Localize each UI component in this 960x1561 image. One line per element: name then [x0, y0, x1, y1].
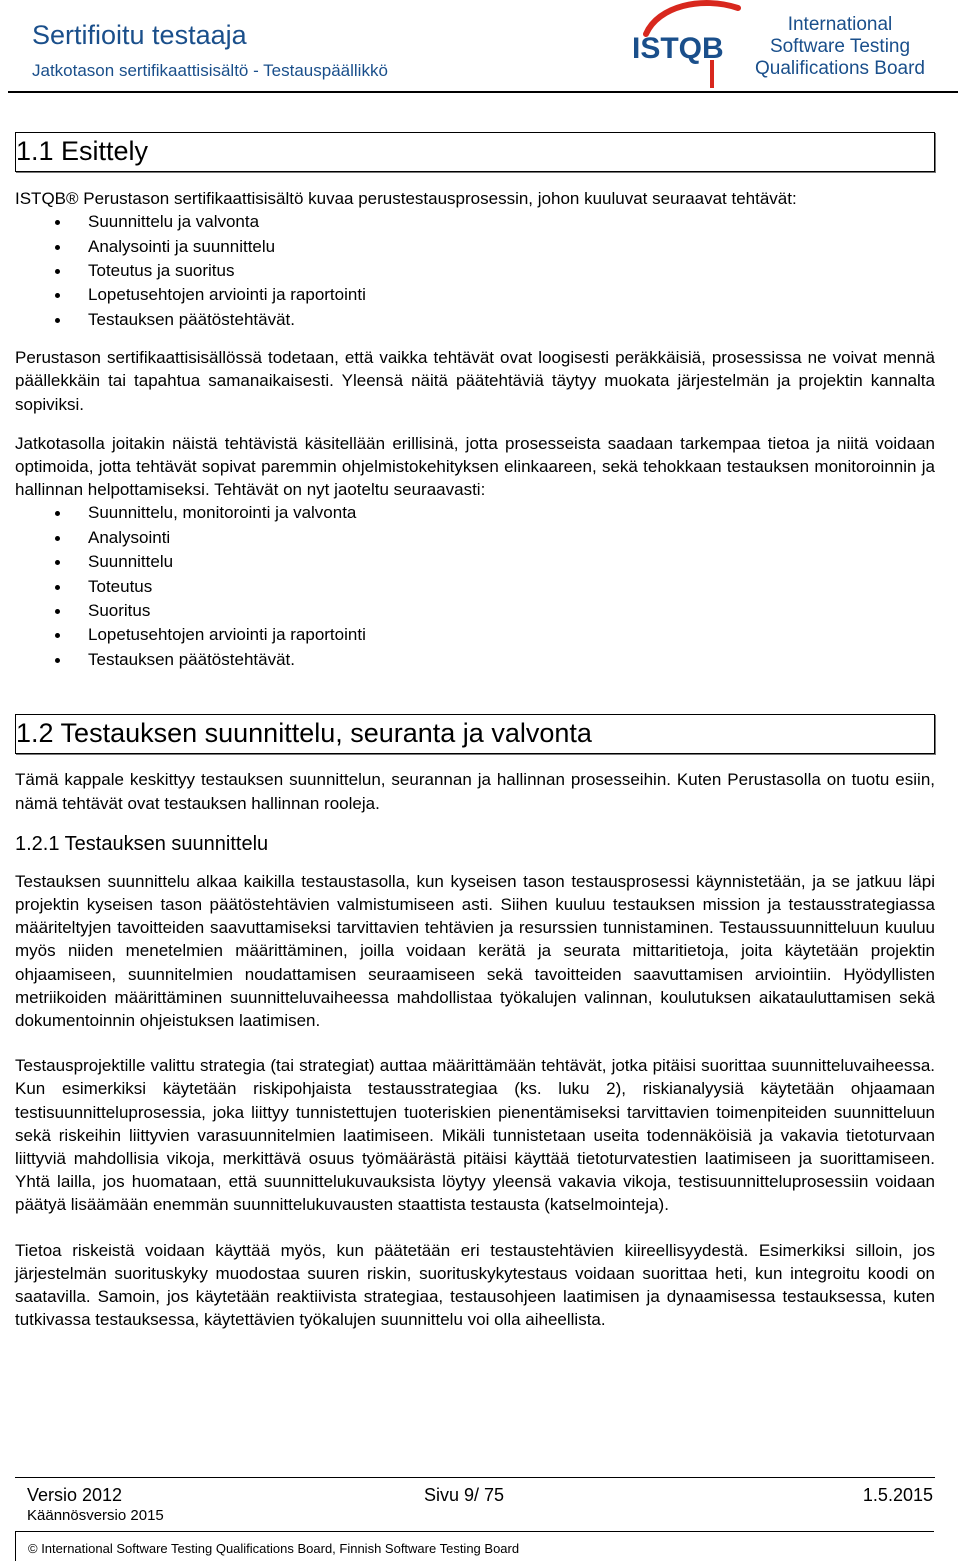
page-footer [0, 1470, 960, 1560]
document-subtitle: Jatkotason sertifikaattisisältö - Testauspäällikkö [32, 61, 388, 80]
logo-text: ISTQB [632, 32, 724, 65]
section-heading-1-2: 1.2 Testauksen suunnittelu, seuranta ja valvonta [15, 714, 935, 754]
translation-version: Käännösversio 2015 [27, 1507, 164, 1524]
list-item: Testauksen päätöstehtävät. [15, 308, 935, 332]
document-title: Sertifioitu testaaja [32, 20, 247, 50]
list-item: Suunnittelu ja valvonta [15, 210, 935, 234]
board-line-1: International [787, 14, 893, 35]
page-number: Sivu 9/ 75 [424, 1485, 505, 1505]
paragraph: Jatkotasolla joitakin näistä tehtävistä käsitellään erillisinä, jotta prosesseista saadaan tarkempaa tietoa ja niitä voidaan optimoida, jotta tehtävät sopivat paremmin ohjelmistokehityksen elinkaareen, sekä tehokkaan testauksen monitoroinnin ja hallinnan helpottamiseksi. Tehtävät on nyt jaoteltu seuraavasti: [15, 433, 935, 500]
task-list-advanced [15, 501, 935, 672]
paragraph: Testausprojektille valittu strategia (tai strategiat) auttaa määrittämään tehtävät, jotka pitäisi suorittaa suunnitteluvaiheessa. Kun esimerkiksi käytetään riskipohjaista testausstrategiaa (ks. luku 2), riskianalyysiä käytetään ohjaamaan testisuunnitteluprosessia, joka liittyy tunnistettujen tuoteriskien pienentämiseksi tarvittavien toimenpiteiden suunnitteluun sekä riskeihin liittyvien varasuunnitelmien laatimiseen. Mikäli tunnistetaan useita todennäköisiä ja vakavia tietoturvaan liittyviä mahdollisia vikoja, merkittävä osuus työmäärästä pitäisi käyttää tietoturvatestien laatimiseen ja suorittamiseen. Yhtä lailla, jos huomataan, että suunnittelukuvauksista löytyy yleensä vakavia vikoja, testisuunnitteluprosessiin voidaan päätyä lisäämään enemmän suunnittelukuvausten staattista testausta (katselmointeja). [15, 1056, 935, 1215]
board-line-2: Software Testing [769, 36, 911, 57]
istqb-logo-icon [630, 0, 742, 90]
list-item: Toteutus ja suoritus [15, 259, 935, 283]
list-item: Suunnittelu [15, 550, 935, 574]
list-item: Testauksen päätöstehtävät. [15, 648, 935, 672]
main-content [15, 132, 935, 1331]
list-item: Analysointi [15, 526, 935, 550]
list-item: Toteutus [15, 575, 935, 599]
task-list-basic [15, 210, 935, 332]
date-label: 1.5.2015 [862, 1485, 933, 1505]
list-item: Analysointi ja suunnittelu [15, 235, 935, 259]
list-item: Suunnittelu, monitorointi ja valvonta [15, 501, 935, 525]
list-item: Lopetusehtojen arviointi ja raportointi [15, 283, 935, 307]
header-divider [8, 91, 958, 93]
board-name [742, 14, 938, 80]
paragraph: Tämä kappale keskittyy testauksen suunnittelun, seurannan ja hallinnan prosesseihin. Kuten Perustasolla on tuotu esiin, nämä tehtävät ovat testauksen hallinnan rooleja. [15, 770, 935, 813]
list-item: Suoritus [15, 599, 935, 623]
list-item: Lopetusehtojen arviointi ja raportointi [15, 623, 935, 647]
intro-paragraph: ISTQB® Perustason sertifikaattisisältö kuvaa perustestausprosessin, johon kuuluvat seuraavat tehtävät: [15, 189, 797, 208]
footer-divider [15, 1477, 935, 1478]
paragraph: Testauksen suunnittelu alkaa kaikilla testaustasolla, kun kyseisen tason testausprosessi käynnistetään, ja se jatkuu läpi projektin kyseisen tason päätöstehtävien valmistumiseen asti. Siihen kuuluu testauksen mission ja testausstrategiassa määriteltyjen tavoitteiden saavuttamiseksi tarvittavien tehtävien ja resurssien tunnistaminen. Testaussuunnitteluun kuuluu myös niiden menetelmien määrittäminen, joilla voidaan kerätä ja seurata mittaritietoja, joita käytetään projektin ohjaamiseen, suunnitelmien noudattamisen seuraamiseen sekä tavoitteiden saavuttamisen arviointiin. Hyödyllisten metriikoiden määrittäminen suunnitteluvaiheessa mahdollistaa työkalujen valinnan, koulutuksen aikatauluttamisen sekä dokumentoinnin ohjeistuksen laatimisen. [15, 871, 935, 1030]
version-label: Versio 2012 [27, 1485, 123, 1505]
board-line-3: Qualifications Board [754, 58, 926, 79]
paragraph: Tietoa riskeistä voidaan käyttää myös, kun päätetään eri testaustehtävien kiireellisyydestä. Esimerkiksi silloin, jos järjestelmän suorituskyky muodostaa suuren riskin, suorituskykytestaus voidaan suorittaa heti, kun integroitu koodi on saatavilla. Samoin, jos käytetään reaktiivista strategiaa, testausohjeen laatimisen ja dynaamisessa testauksessa, kuten tutkivassa testauksessa, käytettävien työkalujen suunnittelu voi olla aiheellista. [15, 1240, 935, 1330]
copyright-box [15, 1531, 934, 1561]
page-header [0, 0, 960, 92]
paragraph: Perustason sertifikaattisisällössä todetaan, että vaikka tehtävät ovat loogisesti peräkkäisiä, prosessissa ne voivat mennä päällekkäin tai tapahtua samanaikaisesti. Yleensä näitä päätehtäviä täytyy muokata järjestelmän ja projektin kannalta sopiviksi. [15, 348, 935, 414]
subsection-heading-1-2-1: 1.2.1 Testauksen suunnittelu [15, 832, 269, 855]
section-heading-1-1: 1.1 Esittely [15, 132, 935, 172]
copyright-text: © International Software Testing Qualifications Board, Finnish Software Testing Board [28, 1541, 520, 1556]
